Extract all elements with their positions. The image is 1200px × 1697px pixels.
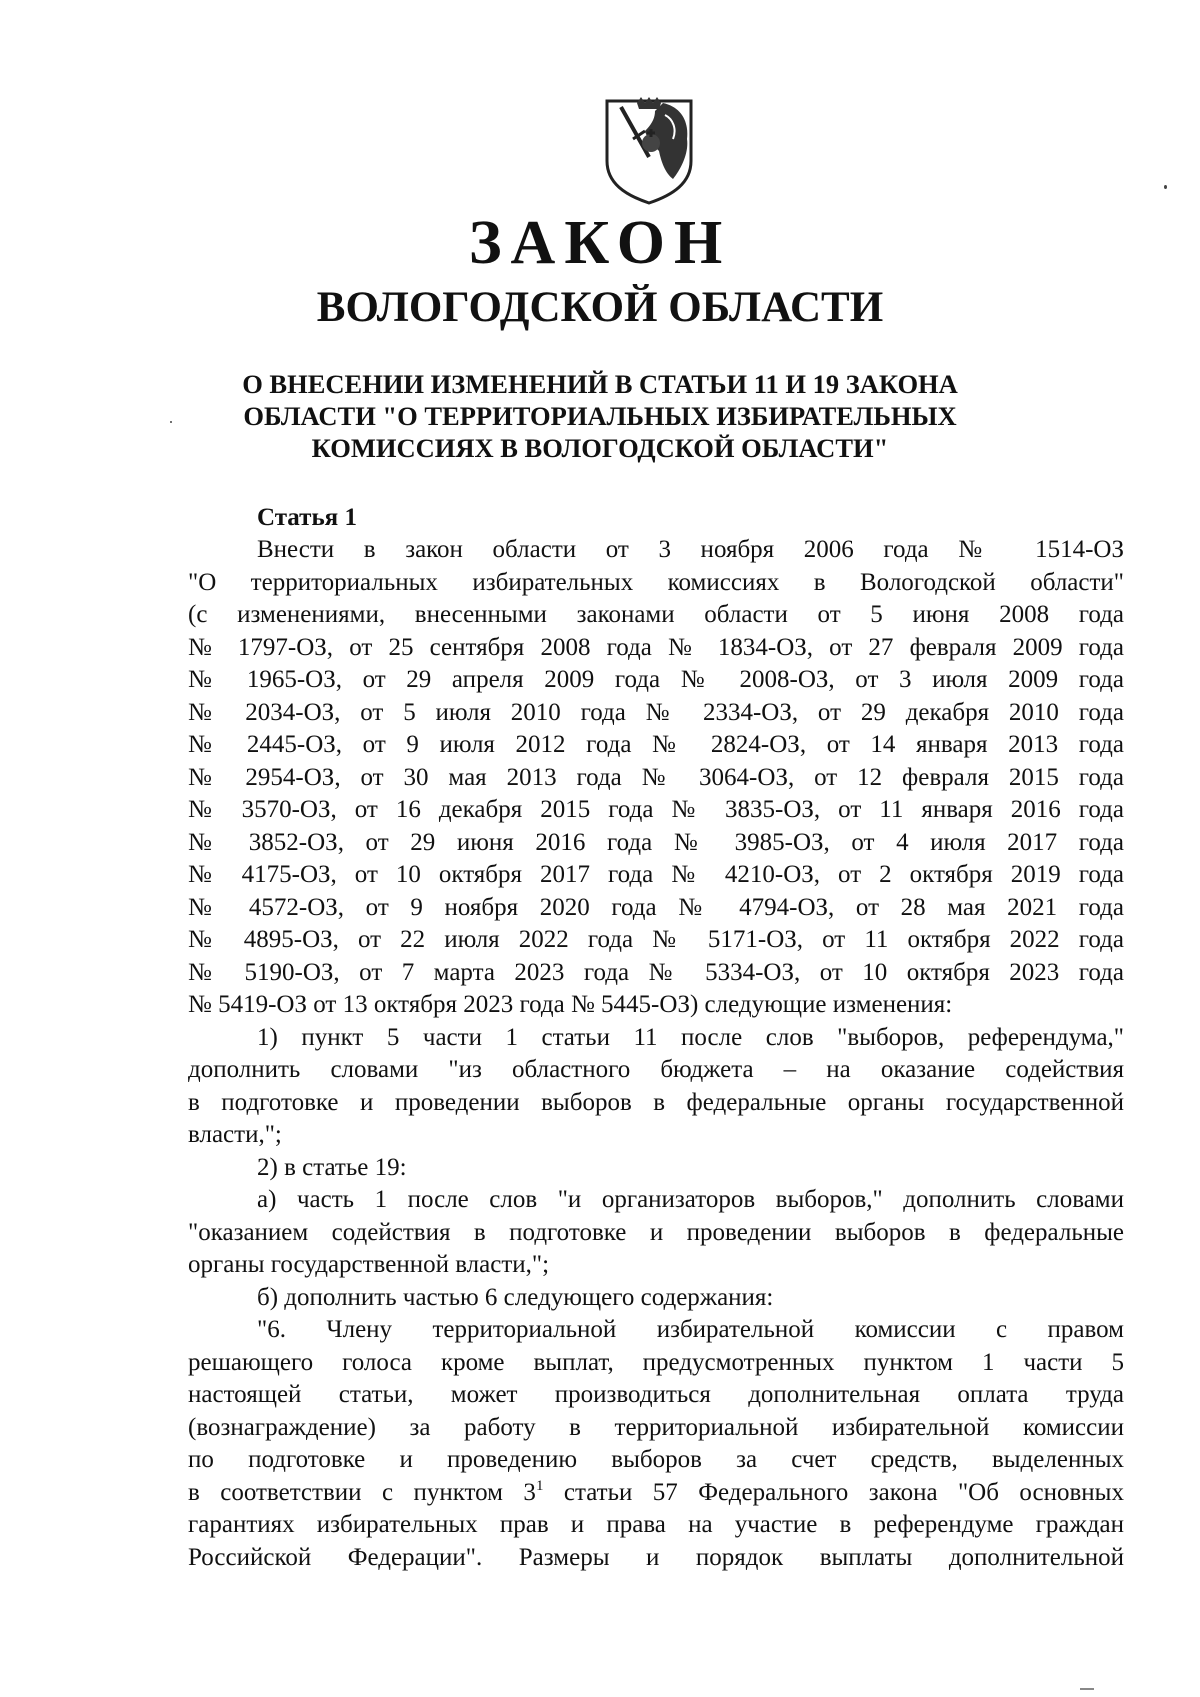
text-line: по подготовке и проведению выборов за счет средств, выделенных xyxy=(188,1446,1124,1473)
article-heading: Статья 1 xyxy=(257,504,357,531)
text-line: 2) в статье 19: xyxy=(257,1153,407,1181)
text-line: власти,"; xyxy=(188,1121,282,1148)
text-line: а) часть 1 после слов "и организаторов выборов," дополнить словами xyxy=(257,1186,1124,1213)
text-line: "О территориальных избирательных комиссиях в Вологодской области" xyxy=(188,568,1124,596)
region-title: ВОЛОГОДСКОЙ ОБЛАСТИ xyxy=(316,284,884,331)
text-line: настоящей статьи, может производиться дополнительная оплата труда xyxy=(188,1381,1124,1408)
text-line: № 2954-ОЗ, от 30 мая 2013 года № 3064-ОЗ, от 12 февраля 2015 года xyxy=(188,763,1124,791)
text-line: гарантиях избирательных прав и права на участие в референдуме граждан xyxy=(188,1511,1124,1538)
scan-speck xyxy=(1164,185,1167,189)
text-line: № 1965-ОЗ, от 29 апреля 2009 года № 2008-ОЗ, от 3 июля 2009 года xyxy=(188,666,1124,693)
subject-line: ОБЛАСТИ "О ТЕРРИТОРИАЛЬНЫХ ИЗБИРАТЕЛЬНЫХ xyxy=(243,401,957,431)
scan-speck xyxy=(170,421,172,423)
text-line: "оказанием содействия в подготовке и проведении выборов в федеральные xyxy=(188,1218,1124,1246)
text-line: № 4572-ОЗ, от 9 ноября 2020 года № 4794-ОЗ, от 28 мая 2021 года xyxy=(188,893,1124,921)
superscript: 1 xyxy=(535,1477,544,1494)
subject-line: О ВНЕСЕНИИ ИЗМЕНЕНИЙ В СТАТЬИ 11 И 19 ЗАКОНА xyxy=(242,369,958,399)
vologda-coat-of-arms-icon xyxy=(603,95,695,207)
text-line: (вознаграждение) за работу в территориальной избирательной комиссии xyxy=(188,1413,1124,1441)
text-line: в соответствии с пунктом $3^1$ статьи 57 Федерального закона "Об основных xyxy=(188,1477,1124,1506)
text-line: Внести в закон области от 3 ноября 2006 года № 1514-ОЗ xyxy=(257,536,1124,563)
text-line: № 3570-ОЗ, от 16 декабря 2015 года № 3835-ОЗ, от 11 января 2016 года xyxy=(188,796,1124,823)
text-line: дополнить словами "из областного бюджета – на оказание содействия xyxy=(188,1056,1124,1083)
text-line: 1) пункт 5 части 1 статьи 11 после слов "выборов, референдума," xyxy=(257,1023,1124,1051)
text-line: № 2445-ОЗ, от 9 июля 2012 года № 2824-ОЗ, от 14 января 2013 года xyxy=(188,731,1124,758)
text-line: Российской Федерации". Размеры и порядок выплаты дополнительной xyxy=(188,1543,1124,1571)
law-subject xyxy=(0,368,1200,464)
text-line: № 3852-ОЗ, от 29 июня 2016 года № 3985-ОЗ, от 4 июля 2017 года xyxy=(188,828,1124,856)
text-line: № 5419-ОЗ от 13 октября 2023 года № 5445-ОЗ) следующие изменения: xyxy=(188,991,953,1018)
text-line: "6. Члену территориальной избирательной комиссии с правом xyxy=(257,1316,1124,1343)
text-line: № 5190-ОЗ, от 7 марта 2023 года № 5334-ОЗ, от 10 октября 2023 года xyxy=(188,958,1124,986)
law-title: ЗАКОН xyxy=(468,209,732,277)
text-line: б) дополнить частью 6 следующего содержания: xyxy=(257,1283,774,1311)
text-line: решающего голоса кроме выплат, предусмотренных пунктом 1 части 5 xyxy=(188,1348,1124,1376)
text-line: (с изменениями, внесенными законами области от 5 июня 2008 года xyxy=(188,601,1124,628)
text-line: № 1797-ОЗ, от 25 сентября 2008 года № 1834-ОЗ, от 27 февраля 2009 года xyxy=(188,633,1124,661)
subject-line: КОМИССИЯХ В ВОЛОГОДСКОЙ ОБЛАСТИ" xyxy=(311,433,889,463)
text-line: № 2034-ОЗ, от 5 июля 2010 года № 2334-ОЗ, от 29 декабря 2010 года xyxy=(188,698,1124,726)
text-line: № 4175-ОЗ, от 10 октября 2017 года № 4210-ОЗ, от 2 октября 2019 года xyxy=(188,861,1124,888)
text-line: № 4895-ОЗ, от 22 июля 2022 года № 5171-ОЗ, от 11 октября 2022 года xyxy=(188,926,1124,953)
text-line: в подготовке и проведении выборов в федеральные органы государственной xyxy=(188,1088,1124,1116)
scan-speck xyxy=(1080,1688,1094,1690)
article-body xyxy=(188,534,1124,1574)
text-line: органы государственной власти,"; xyxy=(188,1251,550,1278)
